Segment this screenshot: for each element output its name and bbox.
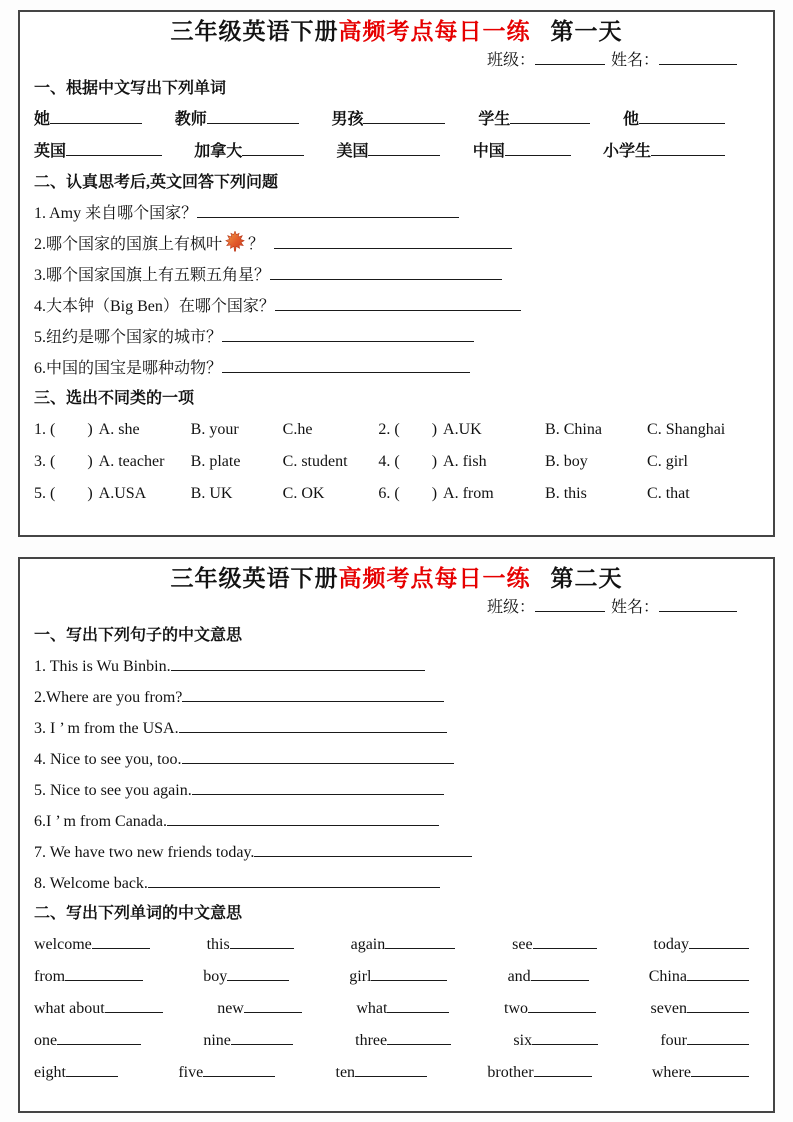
title-prefix: 三年级英语下册 (170, 566, 339, 591)
section-1-heading: 一、根据中文写出下列单词 (34, 80, 227, 97)
word-item: 美国 (336, 136, 440, 168)
blank-line (505, 139, 571, 156)
blank-line (385, 932, 455, 949)
blank-line (50, 107, 142, 124)
class-label: 班级： (486, 52, 535, 69)
word-item: two (504, 993, 596, 1025)
title-day: 第一天 (550, 19, 623, 44)
word-item: 男孩 (331, 104, 445, 136)
name-blank-line (659, 48, 737, 65)
word-item: 中国 (473, 136, 571, 168)
blank-line (197, 201, 459, 218)
blank-line (242, 139, 304, 156)
word-item: new (217, 993, 302, 1025)
blank-line (531, 964, 589, 981)
sentence-line: 5. Nice to see you again. (34, 775, 759, 806)
blank-line (57, 1028, 141, 1045)
blank-line (275, 294, 521, 311)
word-item: 小学生 (603, 136, 725, 168)
maple-leaf-icon (224, 231, 246, 253)
word-item: seven (651, 993, 749, 1025)
question-line: 2.哪个国家的国旗上有枫叶 ？ (34, 229, 759, 260)
word-item: 教师 (175, 104, 299, 136)
word-item: what about (34, 993, 163, 1025)
blank-line (222, 325, 474, 342)
section-2-heading: 二、认真思考后,英文回答下列问题 (34, 174, 279, 191)
word-item: today (653, 929, 749, 961)
blank-line (534, 1060, 592, 1077)
question-line: 1. Amy 来自哪个国家？ (34, 198, 759, 229)
class-name-header (34, 595, 759, 621)
word-row (34, 1025, 759, 1057)
sentence-line: 3. I ’ m from the USA. (34, 713, 759, 744)
blank-line (651, 139, 725, 156)
answer-paren: ( ) (394, 453, 438, 470)
blank-line (105, 996, 163, 1013)
section-2-heading: 二、写出下列单词的中文意思 (34, 905, 243, 922)
word-item: 学生 (478, 104, 590, 136)
word-item: five (178, 1057, 275, 1089)
name-label: 姓名： (610, 52, 659, 69)
blank-line (687, 1028, 749, 1045)
word-row (34, 993, 759, 1025)
class-blank-line (535, 48, 605, 65)
word-item: 她 (34, 104, 142, 136)
choice-item: 6. ( ) A. from B. this C. that (378, 478, 759, 510)
word-item: 英国 (34, 136, 162, 168)
choice-item: 1. ( ) A. she B. your C.he (34, 414, 378, 446)
blank-line (192, 778, 444, 795)
sentence-line: 2.Where are you from? (34, 682, 759, 713)
answer-paren: ( ) (50, 421, 93, 438)
word-row (34, 961, 759, 993)
class-name-header (34, 48, 759, 74)
class-label: 班级： (486, 599, 535, 616)
blank-line (532, 1028, 598, 1045)
blank-line (66, 1060, 118, 1077)
sentence-line: 8. Welcome back. (34, 868, 759, 899)
blank-line (222, 356, 470, 373)
question-line: 6.中国的国宝是哪种动物？ (34, 353, 759, 384)
word-item: what (356, 993, 449, 1025)
page-title (34, 563, 759, 595)
blank-line (182, 685, 444, 702)
title-highlight: 高频考点每日一练 (338, 566, 531, 591)
blank-line (528, 996, 596, 1013)
title-day: 第二天 (550, 566, 623, 591)
blank-line (171, 654, 425, 671)
word-item: from (34, 961, 143, 993)
word-row (34, 104, 759, 136)
word-item: four (660, 1025, 749, 1057)
blank-line (270, 263, 502, 280)
blank-line (244, 996, 302, 1013)
title-highlight: 高频考点每日一练 (338, 19, 531, 44)
blank-line (148, 871, 440, 888)
choice-row (34, 478, 759, 510)
sentence-line: 7. We have two new friends today. (34, 837, 759, 868)
blank-line (274, 232, 512, 249)
title-prefix: 三年级英语下册 (170, 19, 339, 44)
question-line: 5.纽约是哪个国家的城市？ (34, 322, 759, 353)
choice-item: 2. ( ) A.UK B. China C. Shanghai (378, 414, 759, 446)
section-3-heading: 三、选出不同类的一项 (34, 390, 195, 407)
word-item: welcome (34, 929, 150, 961)
word-item: three (355, 1025, 451, 1057)
blank-line (363, 107, 445, 124)
blank-line (355, 1060, 427, 1077)
choice-item: 5. ( ) A.USA B. UK C. OK (34, 478, 378, 510)
name-blank-line (659, 595, 737, 612)
section-1-heading: 一、写出下列句子的中文意思 (34, 627, 243, 644)
choice-item: 4. ( ) A. fish B. boy C. girl (378, 446, 759, 478)
word-item: again (351, 929, 456, 961)
blank-line (92, 932, 150, 949)
word-item: eight (34, 1057, 118, 1089)
blank-line (510, 107, 590, 124)
name-label: 姓名： (610, 599, 659, 616)
question-line: 3.哪个国家国旗上有五颗五角星？ (34, 260, 759, 291)
word-item: ten (336, 1057, 428, 1089)
choice-item: 3. ( ) A. teacher B. plate C. student (34, 446, 378, 478)
blank-line (231, 1028, 293, 1045)
blank-line (66, 139, 162, 156)
blank-line (207, 107, 299, 124)
word-row (34, 1057, 759, 1089)
worksheet-day1 (18, 10, 775, 537)
page-title (34, 16, 759, 48)
word-row (34, 136, 759, 168)
word-item: nine (203, 1025, 293, 1057)
word-item: where (652, 1057, 749, 1089)
sentence-line: 4. Nice to see you, too. (34, 744, 759, 775)
word-item: 他 (623, 104, 725, 136)
sentence-line: 1. This is Wu Binbin. (34, 651, 759, 682)
blank-line (371, 964, 447, 981)
blank-line (182, 747, 454, 764)
answer-paren: ( ) (50, 453, 93, 470)
word-item: China (649, 961, 749, 993)
word-item: and (508, 961, 589, 993)
blank-line (167, 809, 439, 826)
class-blank-line (535, 595, 605, 612)
blank-line (687, 964, 749, 981)
blank-line (387, 1028, 451, 1045)
word-item: boy (203, 961, 289, 993)
blank-line (254, 840, 472, 857)
worksheet-day2 (18, 557, 775, 1113)
word-item: 加拿大 (194, 136, 304, 168)
answer-paren: ( ) (394, 485, 438, 502)
answer-paren: ( ) (394, 421, 438, 438)
blank-line (65, 964, 143, 981)
blank-line (227, 964, 289, 981)
blank-line (230, 932, 294, 949)
blank-line (689, 932, 749, 949)
word-row (34, 929, 759, 961)
word-item: one (34, 1025, 141, 1057)
blank-line (387, 996, 449, 1013)
blank-line (368, 139, 440, 156)
word-item: girl (349, 961, 447, 993)
blank-line (533, 932, 597, 949)
word-item: brother (487, 1057, 591, 1089)
question-line: 4.大本钟（Big Ben）在哪个国家？ (34, 291, 759, 322)
word-item: see (512, 929, 596, 961)
word-item: this (207, 929, 294, 961)
blank-line (203, 1060, 275, 1077)
answer-paren: ( ) (50, 485, 93, 502)
blank-line (639, 107, 725, 124)
choice-row (34, 414, 759, 446)
sentence-line: 6.I ’ m from Canada. (34, 806, 759, 837)
blank-line (687, 996, 749, 1013)
blank-line (179, 716, 447, 733)
word-item: six (513, 1025, 598, 1057)
blank-line (691, 1060, 749, 1077)
choice-row (34, 446, 759, 478)
